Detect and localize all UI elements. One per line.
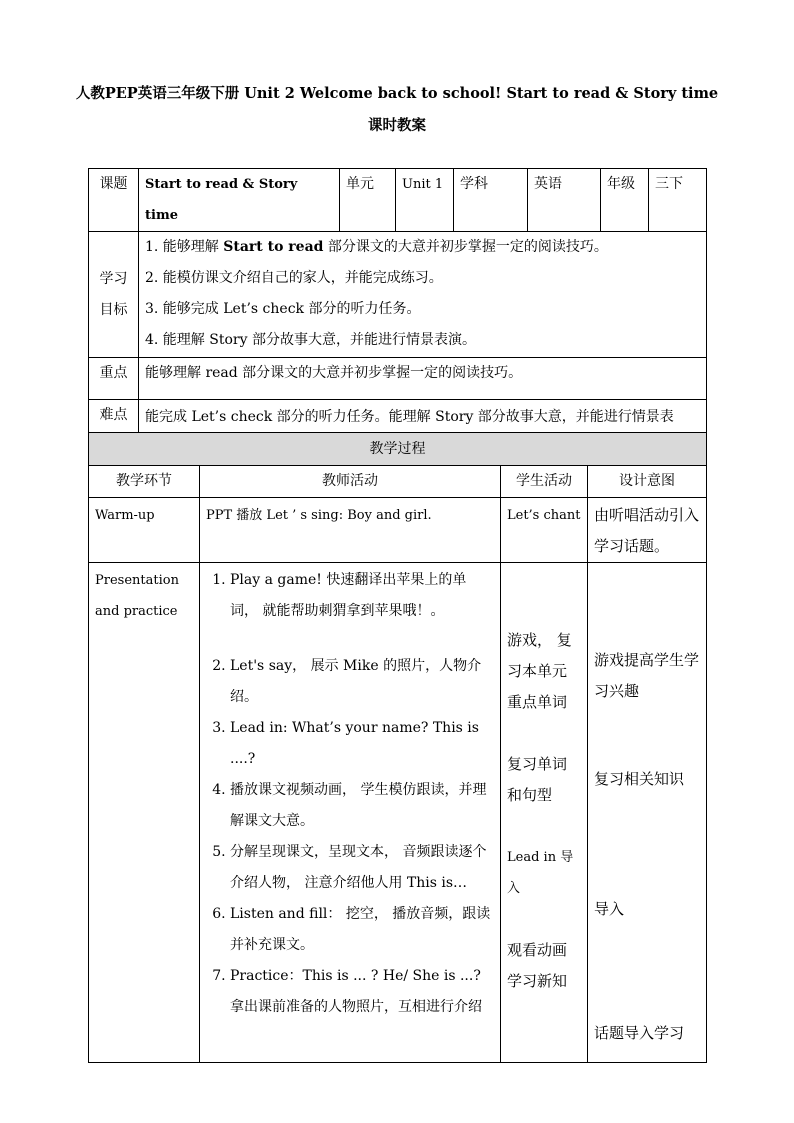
warmup-stage: Warm-up [89, 498, 200, 563]
info-row-topic [89, 169, 707, 232]
presentation-stage [89, 563, 200, 1063]
header-teacher: 教师活动 [200, 466, 501, 498]
goals-label [89, 232, 139, 358]
student-activity: 复习单词和句型 [507, 755, 568, 804]
goals-label-line-1: 学习 [99, 270, 128, 287]
design-intent: 导入 [594, 900, 625, 918]
key-label: 重点 [89, 358, 139, 400]
presentation-stage-line-2: and practice [95, 604, 178, 619]
difficulty-label: 难点 [89, 400, 139, 465]
goal-item: 4. 能理解 Story 部分故事大意，并能进行情景表演。 [145, 332, 476, 348]
teacher-step: 1. Play a game! 快速翻译出苹果上的单词， 就能帮助刺猬拿到苹果哦！。 [230, 565, 494, 627]
document-title: 人教PEP英语三年级下册 Unit 2 Welcome back to school! Start to read & Story time [75, 85, 719, 102]
warmup-row [89, 498, 707, 563]
student-activity: 观看动画学习新知 [507, 941, 568, 990]
warmup-student: Let’s chant [501, 498, 588, 563]
unit-value: Unit 1 [396, 169, 454, 232]
header-student: 学生活动 [501, 466, 588, 498]
goal-item: 3. 能够完成 Let’s check 部分的听力任务。 [145, 301, 421, 317]
header-intent: 设计意图 [588, 466, 707, 498]
goal-item: 1. 能够理解 Start to read 部分课文的大意并初步掌握一定的阅读技巧。 [145, 239, 608, 255]
lesson-info-table [88, 168, 707, 465]
topic-value: Start to read & Story time [139, 169, 340, 232]
teacher-step: 4. 播放课文视频动画， 学生模仿跟读，并理解课文大意。 [230, 775, 494, 837]
goals-list [139, 232, 707, 358]
teacher-step: 5. 分解呈现课文，呈现文本， 音频跟读逐个介绍人物， 注意介绍他人用 This is… [230, 837, 494, 899]
info-row-goals [89, 232, 707, 358]
process-section-title: 教学过程 [89, 433, 707, 466]
design-intent: 话题导入学习 [594, 1024, 685, 1042]
warmup-teacher: PPT 播放 Let ’ s sing: Boy and girl. [200, 498, 501, 563]
presentation-intent [588, 563, 707, 1063]
design-intent: 复习相关知识 [594, 770, 685, 788]
difficulty-value: 能完成 Let’s check 部分的听力任务。能理解 Story 部分故事大意，并能进行情景表 [139, 400, 707, 465]
design-intent: 游戏提高学生学习兴趣 [594, 651, 700, 700]
subject-label: 学科 [454, 169, 528, 232]
student-activity: 游戏， 复习本单元重点单词 [507, 631, 572, 711]
teacher-step: 3. Lead in: What’s your name? This is ....? [230, 713, 494, 775]
teacher-step: 7. Practice：This is ... ? He/ She is ...? 拿出课前准备的人物照片，互相进行介绍 [230, 961, 494, 1023]
document-subtitle: 课时教案 [368, 117, 426, 134]
teacher-step: 2. Let's say， 展示 Mike 的照片，人物介绍。 [230, 651, 494, 713]
teacher-step: 6. Listen and fill： 挖空， 播放音频，跟读并补充课文。 [230, 899, 494, 961]
student-activity: Lead in 导入 [507, 850, 574, 896]
unit-label: 单元 [340, 169, 396, 232]
topic-label: 课题 [89, 169, 139, 232]
presentation-teacher [200, 563, 501, 1063]
grade-label: 年级 [601, 169, 649, 232]
teacher-steps-list [206, 565, 494, 1023]
presentation-student [501, 563, 588, 1063]
warmup-intent: 由听唱活动引入学习话题。 [588, 498, 707, 563]
process-title-row [89, 433, 707, 466]
process-header-row [89, 466, 707, 498]
presentation-row [89, 563, 707, 1063]
key-value: 能够理解 read 部分课文的大意并初步掌握一定的阅读技巧。 [139, 358, 707, 400]
goal-item: 2. 能模仿课文介绍自己的家人，并能完成练习。 [145, 270, 443, 286]
teaching-process-table [88, 432, 707, 1063]
header-stage: 教学环节 [89, 466, 200, 498]
info-row-key [89, 358, 707, 400]
goals-label-line-2: 目标 [99, 301, 128, 318]
grade-value: 三下 [649, 169, 707, 232]
presentation-stage-line-1: Presentation [95, 573, 179, 588]
subject-value: 英语 [528, 169, 601, 232]
